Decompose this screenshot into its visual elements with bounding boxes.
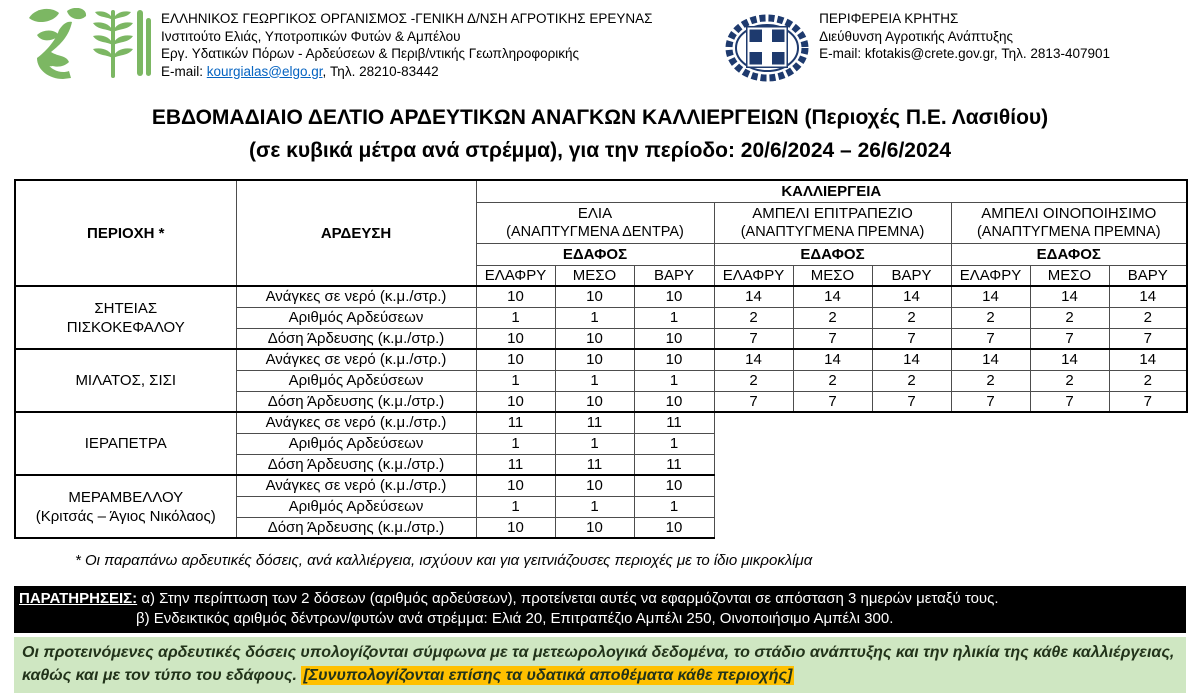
value-cell: 14: [1030, 349, 1109, 370]
col-header-irrigation: ΑΡΔΕΥΣΗ: [236, 180, 476, 286]
region-cell: [15, 475, 236, 538]
value-cell: 2: [1109, 370, 1187, 391]
value-cell: 2: [1030, 370, 1109, 391]
empty-cell: [714, 475, 1187, 496]
soil-type-header: ΕΛΑΦΡΥ: [714, 265, 793, 286]
row-label: Δόση Άρδευσης (κ.μ./στρ.): [236, 454, 476, 475]
org-right: [725, 8, 1110, 88]
value-cell: 1: [476, 307, 555, 328]
soil-type-header: ΒΑΡΥ: [1109, 265, 1187, 286]
value-cell: 7: [793, 328, 872, 349]
bulletin-title: [0, 101, 1200, 167]
irrigation-table: [14, 179, 1188, 539]
crop-name: ΑΜΠΕΛΙ ΕΠΙΤΡΑΠΕΖΙΟ: [752, 204, 913, 222]
value-cell: 2: [951, 370, 1030, 391]
table-row: [15, 286, 1187, 307]
value-cell: 11: [634, 454, 714, 475]
value-cell: 7: [714, 328, 793, 349]
region-name-line: ΜΕΡΑΜΒΕΛΛΟΥ: [68, 488, 184, 506]
notes-line1: [19, 589, 1180, 609]
email-link[interactable]: kourgialas@elgo.gr: [206, 63, 323, 79]
title-line1: ΕΒΔΟΜΑΔΙΑΙΟ ΔΕΛΤΙΟ ΑΡΔΕΥΤΙΚΩΝ ΑΝΑΓΚΩΝ ΚΑΛΛΙΕΡΓΕΙΩΝ (Περιοχές Π.Ε. Λασιθίου): [151, 106, 1049, 129]
value-cell: 1: [476, 496, 555, 517]
org-right-text: [819, 8, 1110, 88]
soil-type-header: ΕΛΑΦΡΥ: [951, 265, 1030, 286]
empty-cell: [714, 433, 1187, 454]
org-left: [25, 8, 653, 88]
crop-name: ΑΜΠΕΛΙ ΟΙΝΟΠΟΙΗΣΙΜΟ: [981, 204, 1157, 222]
value-cell: 14: [872, 349, 951, 370]
value-cell: 1: [634, 370, 714, 391]
value-cell: 10: [476, 391, 555, 412]
soil-type-header: ΜΕΣΟ: [793, 265, 872, 286]
crop-header-wine-grape: [951, 202, 1187, 243]
value-cell: 7: [1109, 328, 1187, 349]
title-line2: (σε κυβικά μέτρα ανά στρέμμα), για την περίοδο: 20/6/2024 – 26/6/2024: [249, 139, 951, 162]
value-cell: 1: [555, 433, 634, 454]
value-cell: 14: [1030, 286, 1109, 307]
value-cell: 10: [634, 286, 714, 307]
value-cell: 1: [634, 307, 714, 328]
row-label: Ανάγκες σε νερό (κ.μ./στρ.): [236, 412, 476, 433]
value-cell: 1: [476, 433, 555, 454]
value-cell: 7: [1030, 328, 1109, 349]
region-name: ΠΕΡΙΦΕΡΕΙΑ ΚΡΗΤΗΣ: [819, 11, 959, 26]
crop-header-table-grape: [714, 202, 951, 243]
notes-text-a: α) Στην περίπτωση των 2 δόσεων (αριθμός αρδεύσεων), προτείνεται αυτές να εφαρμόζονται σε απόσταση 3 ημερών μεταξύ τους.: [137, 590, 999, 607]
notes-bar: [14, 586, 1186, 633]
value-cell: 14: [951, 286, 1030, 307]
row-label: Δόση Άρδευσης (κ.μ./στρ.): [236, 391, 476, 412]
region-cell: [15, 412, 236, 475]
value-cell: 7: [872, 328, 951, 349]
value-cell: 2: [1109, 307, 1187, 328]
hellenic-republic-emblem-icon: [725, 8, 809, 88]
soil-header-wine-grape: ΕΔΑΦΟΣ: [951, 243, 1187, 265]
value-cell: 11: [555, 412, 634, 433]
value-cell: 14: [793, 286, 872, 307]
table-body: [15, 286, 1187, 538]
value-cell: 10: [476, 349, 555, 370]
value-cell: 10: [476, 328, 555, 349]
region-name-line: ΠΙΣΚΟΚΕΦΑΛΟΥ: [66, 318, 185, 336]
value-cell: 7: [1030, 391, 1109, 412]
empty-cell: [714, 454, 1187, 475]
empty-cell: [714, 496, 1187, 517]
value-cell: 10: [555, 475, 634, 496]
crop-name: ΕΛΙΑ: [577, 204, 613, 222]
soil-type-header: ΒΑΡΥ: [872, 265, 951, 286]
value-cell: 10: [555, 517, 634, 538]
value-cell: 10: [555, 286, 634, 307]
value-cell: 10: [634, 517, 714, 538]
value-cell: 10: [476, 517, 555, 538]
value-cell: 7: [872, 391, 951, 412]
contact-line: [161, 63, 653, 81]
crop-sub: (ΑΝΑΠΤΥΓΜΕΝΑ ΠΡΕΜΝΑ): [740, 223, 925, 240]
email-label: E-mail:: [161, 63, 207, 79]
value-cell: 14: [872, 286, 951, 307]
disclaimer-panel: [14, 637, 1186, 693]
value-cell: 1: [555, 307, 634, 328]
value-cell: 2: [714, 370, 793, 391]
value-cell: 1: [555, 496, 634, 517]
soil-type-header: ΜΕΣΟ: [555, 265, 634, 286]
value-cell: 2: [793, 307, 872, 328]
row-label: Δόση Άρδευσης (κ.μ./στρ.): [236, 517, 476, 538]
region-name-line: (Κριτσάς – Άγιος Νικόλαος): [35, 507, 216, 525]
soil-type-header: ΒΑΡΥ: [634, 265, 714, 286]
table-row: [15, 412, 1187, 433]
soil-type-header: ΕΛΑΦΡΥ: [476, 265, 555, 286]
value-cell: 14: [714, 286, 793, 307]
row-label: Ανάγκες σε νερό (κ.μ./στρ.): [236, 475, 476, 496]
value-cell: 7: [951, 391, 1030, 412]
crop-sub: (ΑΝΑΠΤΥΓΜΕΝΑ ΠΡΕΜΝΑ): [976, 223, 1161, 240]
row-label: Ανάγκες σε νερό (κ.μ./στρ.): [236, 286, 476, 307]
empty-cell: [714, 412, 1187, 433]
value-cell: 2: [872, 370, 951, 391]
value-cell: 10: [555, 349, 634, 370]
value-cell: 2: [714, 307, 793, 328]
value-cell: 10: [634, 475, 714, 496]
col-header-crops: ΚΑΛΛΙΕΡΓΕΙΑ: [476, 180, 1187, 202]
region-name-line: ΣΗΤΕΙΑΣ: [94, 299, 158, 317]
table-row: [15, 475, 1187, 496]
elgo-wheat-face-logo-icon: [25, 8, 151, 80]
row-label: Αριθμός Αρδεύσεων: [236, 307, 476, 328]
row-label: Ανάγκες σε νερό (κ.μ./στρ.): [236, 349, 476, 370]
value-cell: 2: [872, 307, 951, 328]
value-cell: 10: [476, 286, 555, 307]
row-label: Αριθμός Αρδεύσεων: [236, 433, 476, 454]
value-cell: 7: [714, 391, 793, 412]
value-cell: 1: [555, 370, 634, 391]
value-cell: 1: [634, 496, 714, 517]
value-cell: 7: [951, 328, 1030, 349]
value-cell: 10: [555, 328, 634, 349]
row-label: Δόση Άρδευσης (κ.μ./στρ.): [236, 328, 476, 349]
crop-header-olive: [476, 202, 714, 243]
institute-name: Ινστιτούτο Ελιάς, Υποτροπικών Φυτών & Αμπέλου: [161, 28, 461, 44]
value-cell: 14: [714, 349, 793, 370]
value-cell: 10: [555, 391, 634, 412]
col-header-region: ΠΕΡΙΟΧΗ *: [15, 180, 236, 286]
footnote: * Οι παραπάνω αρδευτικές δόσεις, ανά καλλιέργεια, ισχύουν και για γειτνιάζουσες περιοχές με το ίδιο μικροκλίμα: [75, 552, 813, 569]
crop-sub: (ΑΝΑΠΤΥΓΜΕΝΑ ΔΕΝΤΡΑ): [506, 223, 684, 240]
value-cell: 2: [793, 370, 872, 391]
value-cell: 10: [634, 328, 714, 349]
value-cell: 11: [476, 412, 555, 433]
table-row: [15, 349, 1187, 370]
notes-label: ΠΑΡΑΤΗΡΗΣΕΙΣ:: [19, 590, 138, 607]
value-cell: 7: [1109, 391, 1187, 412]
row-label: Αριθμός Αρδεύσεων: [236, 370, 476, 391]
region-cell: [15, 286, 236, 349]
value-cell: 10: [634, 349, 714, 370]
soil-header-table-grape: ΕΔΑΦΟΣ: [714, 243, 951, 265]
empty-cell: [714, 517, 1187, 538]
org-name: ΕΛΛΗΝΙΚΟΣ ΓΕΩΡΓΙΚΟΣ ΟΡΓΑΝΙΣΜΟΣ -ΓΕΝΙΚΗ Δ/ΝΣΗ ΑΓΡΟΤΙΚΗΣ ΕΡΕΥΝΑΣ: [161, 11, 653, 26]
directorate-name: Διεύθυνση Αγροτικής Ανάπτυξης: [819, 28, 1014, 44]
value-cell: 1: [634, 433, 714, 454]
region-name-line: ΜΙΛΑΤΟΣ, ΣΙΣΙ: [75, 372, 177, 389]
value-cell: 11: [555, 454, 634, 475]
value-cell: 10: [634, 391, 714, 412]
soil-type-header: ΜΕΣΟ: [1030, 265, 1109, 286]
disclaimer-highlight: [Συνυπολογίζονται επίσης τα υδατικά αποθέματα κάθε περιοχής]: [303, 667, 793, 684]
value-cell: 10: [476, 475, 555, 496]
value-cell: 11: [634, 412, 714, 433]
value-cell: 1: [476, 370, 555, 391]
value-cell: 2: [951, 307, 1030, 328]
value-cell: 7: [793, 391, 872, 412]
notes-line2: β) Ενδεικτικός αριθμός δέντρων/φυτών ανά στρέμμα: Ελιά 20, Επιτραπέζιο Αμπέλι 250, Οινοποιήσιμο Αμπέλι 300.: [136, 609, 894, 627]
value-cell: 14: [1109, 349, 1187, 370]
region-name-line: ΙΕΡΑΠΕΤΡΑ: [84, 435, 167, 452]
value-cell: 11: [476, 454, 555, 475]
region-contact: E-mail: kfotakis@crete.gov.gr, Τηλ. 2813-407901: [819, 46, 1110, 61]
page-header: [0, 0, 1200, 88]
phone: , Τηλ. 28210-83442: [322, 63, 439, 79]
lab-name: Εργ. Υδατικών Πόρων - Αρδεύσεων & Περιβ/ντικής Γεωπληροφορικής: [161, 46, 580, 61]
value-cell: 14: [951, 349, 1030, 370]
org-left-text: [161, 8, 653, 88]
region-cell: [15, 349, 236, 412]
value-cell: 14: [1109, 286, 1187, 307]
disclaimer-text: Οι προτεινόμενες αρδευτικές δόσεις υπολογίζονται σύμφωνα με τα μετεωρολογικά δεδομένα, το στάδιο ανάπτυξης και την ηλικία της κάθε καλλιέργειας, καθώς και με τον τύπο του εδάφους.: [22, 644, 1175, 684]
row-label: Αριθμός Αρδεύσεων: [236, 496, 476, 517]
value-cell: 2: [1030, 307, 1109, 328]
value-cell: 14: [793, 349, 872, 370]
soil-header-olive: ΕΔΑΦΟΣ: [476, 243, 714, 265]
